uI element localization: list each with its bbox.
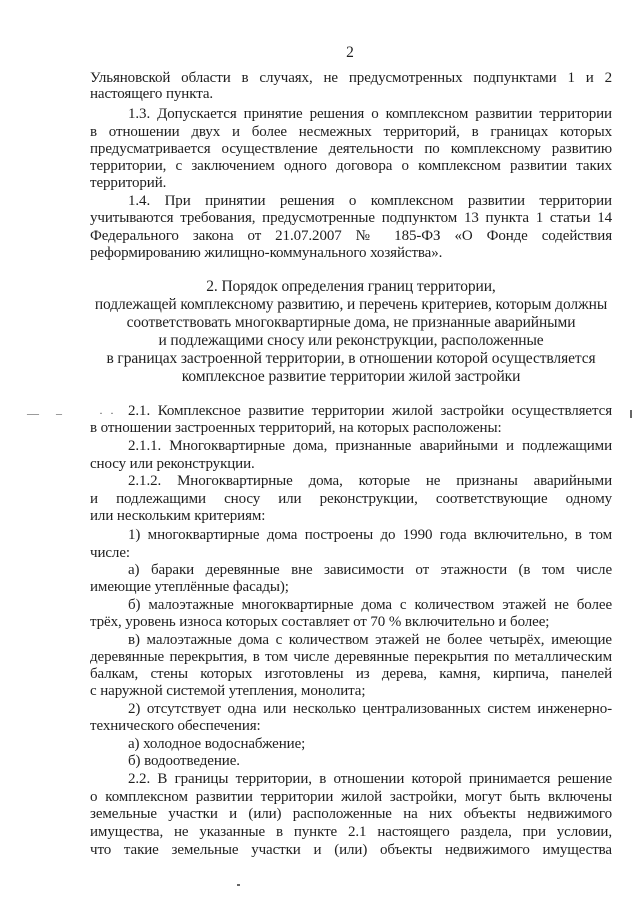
text-line: учитываются требования, предусмотренные подпунктом 13 пункта 1 статьи 14 bbox=[90, 210, 612, 226]
section-heading: комплексное развитие территории жилой застройки bbox=[181, 368, 521, 385]
text-line: б) малоэтажные многоквартирные дома с количеством этажей не более bbox=[128, 597, 612, 613]
text-line: деревянные перекрытия, в том числе деревянные перекрытия по металлическим bbox=[90, 649, 612, 665]
text-line: 2.1.2. Многоквартирные дома, которые не признаны аварийными bbox=[128, 473, 612, 489]
text-line: технического обеспечения: bbox=[90, 718, 261, 734]
text-line: в отношении двух и более несмежных территорий, в границах которых bbox=[90, 124, 612, 140]
text-line: б) водоотведение. bbox=[128, 753, 240, 769]
text-line: что такие земельные участки и (или) объекты недвижимого имущества bbox=[90, 842, 612, 858]
scan-speck bbox=[237, 884, 240, 886]
text-line: а) бараки деревянные вне зависимости от этажности (в том числе bbox=[128, 562, 612, 578]
text-line: числе: bbox=[90, 545, 130, 561]
text-line: 2.2. В границы территории, в отношении которой принимается решение bbox=[128, 771, 612, 787]
section-heading: 2. Порядок определения границ территории, bbox=[206, 278, 496, 295]
text-line: в отношении застроенных территорий, на которых расположены: bbox=[90, 420, 502, 436]
section-heading: соответствовать многоквартирные дома, не признанные аварийными bbox=[126, 314, 576, 331]
text-line: 2) отсутствует одна или несколько централизованных систем инженерно- bbox=[128, 701, 612, 717]
text-line: реформированию жилищно-коммунального хозяйства». bbox=[90, 245, 443, 261]
section-heading: в границах застроенной территории, в отношении которой осуществляется bbox=[106, 350, 596, 367]
page-number: 2 bbox=[346, 44, 354, 61]
text-line: 1) многоквартирные дома построены до 1990 года включительно, в том bbox=[128, 527, 612, 543]
text-line: территорий. bbox=[90, 175, 167, 191]
text-line: сносу или реконструкции. bbox=[90, 456, 255, 472]
text-line: трёх, уровень износа которых составляет от 70 % включительно и более; bbox=[90, 614, 550, 630]
text-line: Федерального закона от 21.07.2007 № 185-ФЗ «О Фонде содействия bbox=[90, 228, 612, 244]
text-line: в) малоэтажные дома с количеством этажей не более четырёх, имеющие bbox=[128, 632, 612, 648]
text-line: или нескольким критериям: bbox=[90, 508, 266, 524]
text-line: территории, с заключением одного договора о комплексном развитии таких bbox=[90, 158, 612, 174]
text-line: о комплексном развитии территории жилой застройки, могут быть включены bbox=[90, 789, 612, 805]
text-line: 1.3. Допускается принятие решения о комплексном развитии территории bbox=[128, 106, 612, 122]
text-line: земельные участки и (или) расположенные на них объекты недвижимого bbox=[90, 806, 612, 822]
scan-edge-marks: — – · · bbox=[27, 406, 116, 420]
text-line: балкам, стены которых изготовлены из дерева, камня, кирпича, панелей bbox=[90, 666, 612, 682]
scan-speck bbox=[630, 410, 632, 418]
text-line: с наружной системой утепления, монолита; bbox=[90, 683, 366, 699]
text-line: 2.1.1. Многоквартирные дома, признанные аварийными и подлежащими bbox=[128, 438, 612, 454]
text-line: а) холодное водоснабжение; bbox=[128, 736, 306, 752]
text-line: имущества, не указанные в пункте 2.1 настоящего раздела, при условии, bbox=[90, 824, 612, 840]
section-heading: и подлежащими сносу или реконструкции, расположенные bbox=[158, 332, 544, 349]
text-line: настоящего пункта. bbox=[90, 86, 214, 102]
text-line: 2.1. Комплексное развитие территории жилой застройки осуществляется bbox=[128, 403, 612, 419]
section-heading: подлежащей комплексному развитию, и перечень критериев, которым должны bbox=[94, 296, 608, 313]
text-line: и подлежащими сносу или реконструкции, соответствующие одному bbox=[90, 491, 612, 507]
text-line: Ульяновской области в случаях, не предусмотренных подпунктами 1 и 2 bbox=[90, 70, 612, 86]
text-line: предусматривается осуществление деятельности по комплексному развитию bbox=[90, 141, 612, 157]
text-line: 1.4. При принятии решения о комплексном развитии территории bbox=[128, 193, 612, 209]
text-line: имеющие утеплённые фасады); bbox=[90, 579, 289, 595]
